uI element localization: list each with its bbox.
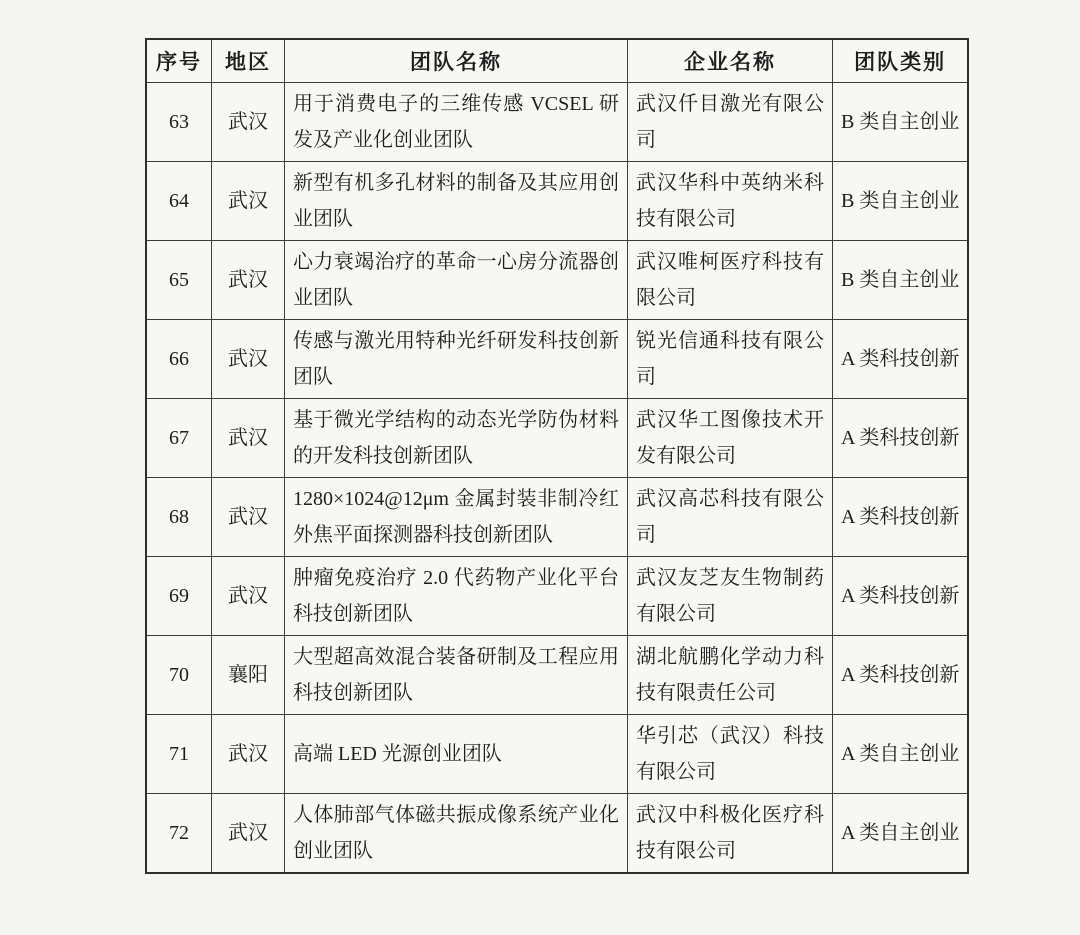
cell-team: 传感与激光用特种光纤研发科技创新团队 — [285, 320, 628, 399]
header-row — [146, 39, 968, 83]
cell-category: A 类自主创业 — [833, 715, 969, 794]
table-header — [146, 39, 968, 83]
cell-region: 武汉 — [212, 557, 285, 636]
col-header-no: 序号 — [146, 39, 212, 83]
cell-category: A 类科技创新 — [833, 399, 969, 478]
cell-no: 70 — [146, 636, 212, 715]
table-row — [146, 399, 968, 478]
table-row — [146, 241, 968, 320]
cell-region: 武汉 — [212, 399, 285, 478]
cell-no: 63 — [146, 83, 212, 162]
cell-team: 新型有机多孔材料的制备及其应用创业团队 — [285, 162, 628, 241]
col-header-company: 企业名称 — [628, 39, 833, 83]
cell-company: 武汉唯柯医疗科技有限公司 — [628, 241, 833, 320]
table-row — [146, 636, 968, 715]
cell-category: A 类科技创新 — [833, 636, 969, 715]
table-row — [146, 162, 968, 241]
cell-company: 湖北航鹏化学动力科技有限责任公司 — [628, 636, 833, 715]
cell-region: 襄阳 — [212, 636, 285, 715]
table-row — [146, 715, 968, 794]
cell-company: 武汉友芝友生物制药有限公司 — [628, 557, 833, 636]
col-header-team: 团队名称 — [285, 39, 628, 83]
cell-region: 武汉 — [212, 320, 285, 399]
cell-company: 武汉华科中英纳米科技有限公司 — [628, 162, 833, 241]
cell-team: 高端 LED 光源创业团队 — [285, 715, 628, 794]
cell-region: 武汉 — [212, 794, 285, 874]
cell-no: 71 — [146, 715, 212, 794]
col-header-region: 地区 — [212, 39, 285, 83]
cell-company: 华引芯（武汉）科技有限公司 — [628, 715, 833, 794]
cell-no: 66 — [146, 320, 212, 399]
table-row — [146, 478, 968, 557]
cell-no: 65 — [146, 241, 212, 320]
cell-no: 64 — [146, 162, 212, 241]
table-row — [146, 557, 968, 636]
cell-category: B 类自主创业 — [833, 162, 969, 241]
cell-no: 67 — [146, 399, 212, 478]
cell-team: 肿瘤免疫治疗 2.0 代药物产业化平台科技创新团队 — [285, 557, 628, 636]
cell-company: 锐光信通科技有限公司 — [628, 320, 833, 399]
cell-category: A 类科技创新 — [833, 557, 969, 636]
cell-region: 武汉 — [212, 83, 285, 162]
cell-company: 武汉中科极化医疗科技有限公司 — [628, 794, 833, 874]
cell-company: 武汉华工图像技术开发有限公司 — [628, 399, 833, 478]
cell-team: 基于微光学结构的动态光学防伪材料的开发科技创新团队 — [285, 399, 628, 478]
team-table — [145, 38, 969, 874]
table-row — [146, 320, 968, 399]
cell-no: 68 — [146, 478, 212, 557]
cell-category: A 类科技创新 — [833, 478, 969, 557]
table-row — [146, 83, 968, 162]
cell-region: 武汉 — [212, 241, 285, 320]
cell-category: A 类科技创新 — [833, 320, 969, 399]
cell-no: 69 — [146, 557, 212, 636]
cell-team: 大型超高效混合装备研制及工程应用科技创新团队 — [285, 636, 628, 715]
cell-no: 72 — [146, 794, 212, 874]
cell-region: 武汉 — [212, 162, 285, 241]
cell-region: 武汉 — [212, 478, 285, 557]
cell-category: B 类自主创业 — [833, 241, 969, 320]
cell-company: 武汉仟目激光有限公司 — [628, 83, 833, 162]
cell-team: 用于消费电子的三维传感 VCSEL 研发及产业化创业团队 — [285, 83, 628, 162]
table-body — [146, 83, 968, 874]
col-header-category: 团队类别 — [833, 39, 969, 83]
table-row — [146, 794, 968, 874]
cell-team: 1280×1024@12μm 金属封装非制冷红外焦平面探测器科技创新团队 — [285, 478, 628, 557]
cell-category: A 类自主创业 — [833, 794, 969, 874]
cell-team: 人体肺部气体磁共振成像系统产业化创业团队 — [285, 794, 628, 874]
document-page — [145, 38, 969, 874]
cell-company: 武汉高芯科技有限公司 — [628, 478, 833, 557]
cell-region: 武汉 — [212, 715, 285, 794]
cell-category: B 类自主创业 — [833, 83, 969, 162]
cell-team: 心力衰竭治疗的革命一心房分流器创业团队 — [285, 241, 628, 320]
